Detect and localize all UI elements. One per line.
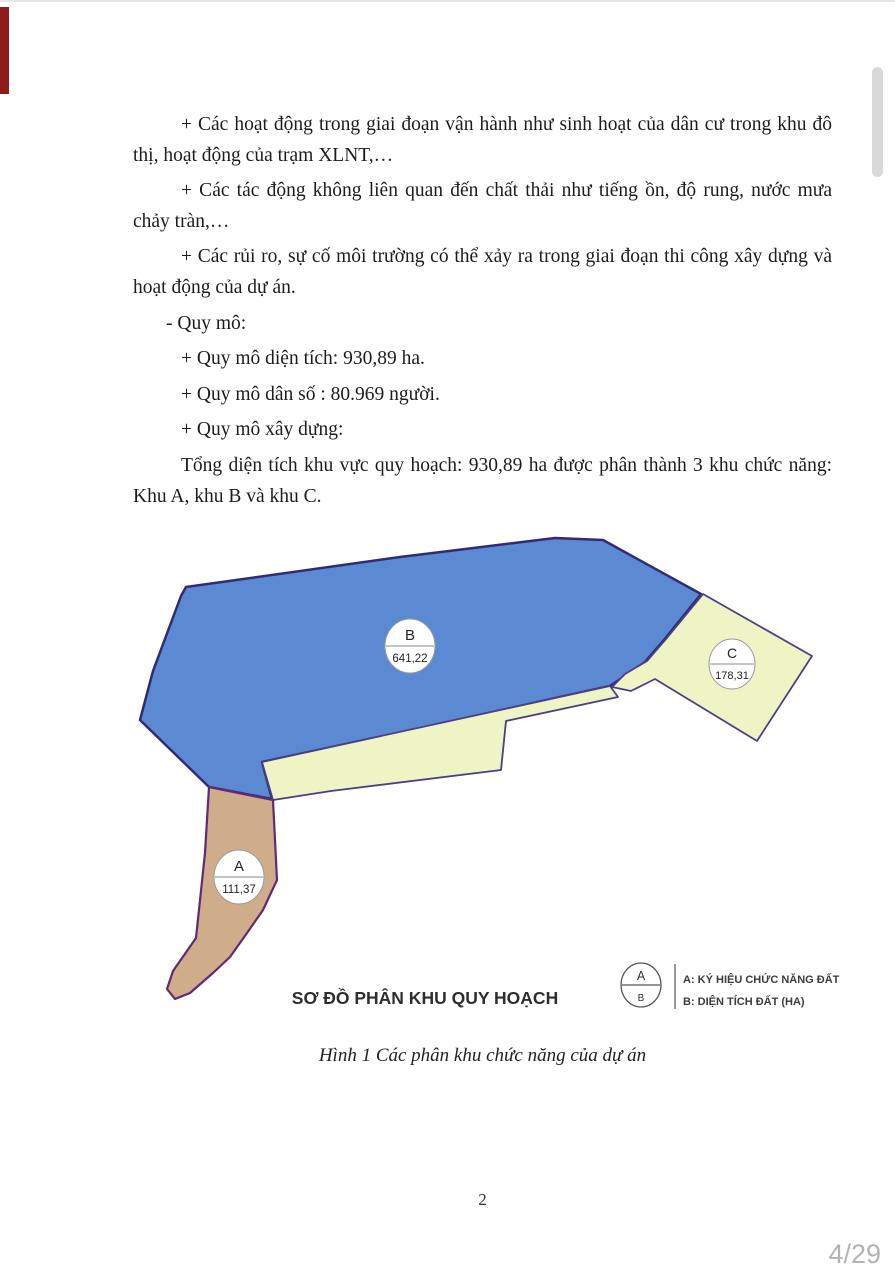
zone-a-area: 111,37 [222,884,256,896]
zoning-map-figure [135,523,895,1015]
zone-c-label [709,639,755,689]
viewer-page-indicator: 4/29 [828,1239,881,1269]
scrollbar-thumb[interactable] [872,67,883,177]
doc-paragraph: + Quy mô dân số : 80.969 người. [181,383,440,405]
legend-line2: B: DIỆN TÍCH ĐẤT (HA) [683,996,805,1008]
document-text-block [133,110,832,517]
page-top-border [0,0,895,2]
zone-b-area: 641,22 [392,653,428,665]
map-title: SƠ ĐỒ PHÂN KHU QUY HOẠCH [291,988,559,1008]
zone-c-code: C [726,645,738,661]
doc-paragraph: + Các rủi ro, sự cố môi trường có thể xảy ra trong giai đoạn thi công xây dựng và hoạt động của dự án. [133,246,832,298]
zone-a-label [214,850,264,904]
legend-symbol-top: A [636,969,646,983]
zone-a-code: A [233,858,245,875]
legend-line1: A: KÝ HIỆU CHỨC NĂNG ĐẤT [683,974,840,986]
map-legend [621,963,840,1009]
figure-caption: Hình 1 Các phân khu chức năng của dự án [318,1045,647,1066]
page-number: 2 [478,1190,487,1209]
zone-c-area: 178,31 [715,670,749,682]
doc-paragraph: - Quy mô: [166,312,247,334]
zone-b-label [385,619,435,673]
doc-paragraph: + Quy mô diện tích: 930,89 ha. [181,348,425,370]
zone-b-code: B [404,627,416,644]
doc-paragraph: + Các hoạt động trong giai đoạn vận hành như sinh hoạt của dân cư trong khu đô thị, hoạt động của trạm XLNT,… [133,114,832,166]
doc-paragraph: Tổng diện tích khu vực quy hoạch: 930,89 ha được phân thành 3 khu chức năng: Khu A, khu B và khu C. [133,454,832,507]
left-accent-bar [0,7,9,94]
doc-paragraph: + Quy mô xây dựng: [181,419,344,441]
doc-paragraph: + Các tác động không liên quan đến chất thải như tiếng ồn, độ rung, nước mưa chảy tràn,… [133,180,832,232]
legend-symbol-bottom: B [637,993,645,1004]
